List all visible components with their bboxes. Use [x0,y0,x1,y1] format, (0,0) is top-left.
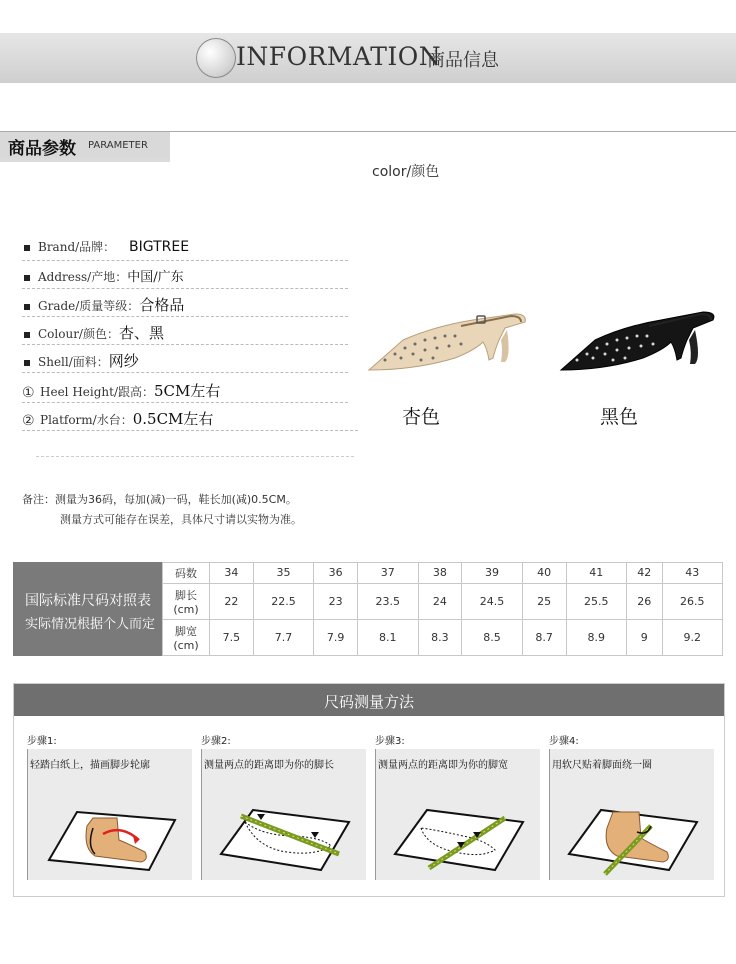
black-shoe-image [555,302,725,382]
number-two-icon: ② [22,412,35,429]
foot-outline-icon [29,782,189,876]
ruler-width-icon [377,782,537,876]
bullet-icon [24,245,30,251]
step-description: 用软尺贴着脚面绕一圈 [552,760,652,771]
size-cell: 26 [627,583,663,619]
size-row-header: 脚长(cm) [163,583,210,619]
spec-label: Colour/颜色： [38,327,119,341]
color-section-title: color/颜色 [372,164,440,180]
size-row [163,619,723,655]
spec-value: 杏、黑 [118,324,164,342]
size-cell: 9.2 [662,619,722,655]
spec-row-grade [22,294,348,317]
size-cell: 8.1 [358,619,418,655]
parameter-title-cn: 商品参数 [8,139,76,159]
spec-row-heel-height [22,380,348,403]
step-label: 步骤2: [201,736,231,747]
size-cell: 8.9 [566,619,626,655]
size-cell: 22 [210,583,254,619]
size-row [163,563,723,584]
note-line-2: 测量方式可能存在误差，具体尺寸请以实物为准。 [60,513,302,526]
size-cell: 37 [358,563,418,584]
spec-row-address [22,266,348,289]
size-cell: 8.7 [522,619,566,655]
spec-value: 中国/广东 [127,270,184,285]
size-chart-table [162,562,723,656]
size-chart [13,562,723,656]
size-row [163,583,723,619]
color-name-black: 黑色 [600,406,639,428]
parameter-title-en: PARAMETER [88,140,148,151]
step-label: 步骤4: [549,736,579,747]
spec-value: 5CM左右 [154,382,221,400]
spec-value: 0.5CM左右 [132,410,214,428]
size-cell: 23 [314,583,358,619]
spec-label: Shell/面料： [38,355,109,369]
measure-title: 尺码测量方法 [323,693,414,711]
size-cell: 25 [522,583,566,619]
size-chart-label-panel [13,562,162,656]
banner-circle-icon [196,38,236,78]
banner-title-en: INFORMATION [236,42,442,71]
number-one-icon: ① [22,384,35,401]
spec-label: Heel Height/跟高： [40,385,155,399]
size-row-header: 脚宽(cm) [163,619,210,655]
bullet-icon [24,304,30,310]
size-chart-subtitle: 实际情况根据个人而定 [25,617,156,632]
note-line-1: 备注：测量为36码，每加(减)一码，鞋长加(减)0.5CM。 [22,493,297,506]
bullet-icon [24,332,30,338]
spec-list-end-divider [36,455,354,457]
size-cell: 22.5 [253,583,313,619]
size-cell: 42 [627,563,663,584]
size-cell: 25.5 [566,583,626,619]
size-cell: 7.5 [210,619,254,655]
step-description: 轻踏白纸上，描画脚步轮廓 [30,760,150,771]
size-cell: 8.5 [462,619,522,655]
spec-row-platform [22,408,358,431]
spec-row-colour [22,322,348,345]
size-cell: 35 [253,563,313,584]
measure-step-1 [27,732,193,882]
size-cell: 39 [462,563,522,584]
size-cell: 7.7 [253,619,313,655]
color-name-apricot: 杏色 [402,406,441,428]
size-cell: 38 [418,563,462,584]
size-row-header: 码数 [163,563,210,584]
measure-step-4 [549,732,715,882]
ruler-length-icon [203,782,363,876]
measure-step-2 [201,732,367,882]
size-cell: 24 [418,583,462,619]
banner-title-cn: 商品信息 [427,50,499,71]
size-cell: 23.5 [358,583,418,619]
size-cell: 26.5 [662,583,722,619]
measure-method-panel [13,683,725,897]
spec-value: 合格品 [139,296,185,314]
measure-step-3 [375,732,541,882]
size-chart-title: 国际标准尺码对照表 [25,593,151,609]
spec-label: Platform/水台： [40,413,133,427]
apricot-shoe-image [365,300,535,380]
size-cell: 24.5 [462,583,522,619]
spec-value: 网纱 [108,352,139,370]
spec-value: BIGTREE [129,239,190,255]
spec-label: Brand/品牌： [38,240,116,254]
tape-wrap-icon [551,782,711,876]
spec-label: Grade/质量等级： [38,299,140,313]
size-cell: 36 [314,563,358,584]
step-description: 测量两点的距离即为你的脚宽 [378,760,508,771]
bullet-icon [24,275,30,281]
size-cell: 41 [566,563,626,584]
step-label: 步骤1: [27,736,57,747]
step-label: 步骤3: [375,736,405,747]
size-cell: 9 [627,619,663,655]
size-cell: 40 [522,563,566,584]
size-cell: 43 [662,563,722,584]
size-cell: 7.9 [314,619,358,655]
size-cell: 34 [210,563,254,584]
spec-row-shell [22,350,348,373]
size-cell: 8.3 [418,619,462,655]
spec-label: Address/产地： [38,270,128,284]
bullet-icon [24,360,30,366]
spec-row-brand [22,238,348,261]
step-description: 测量两点的距离即为你的脚长 [204,760,334,771]
